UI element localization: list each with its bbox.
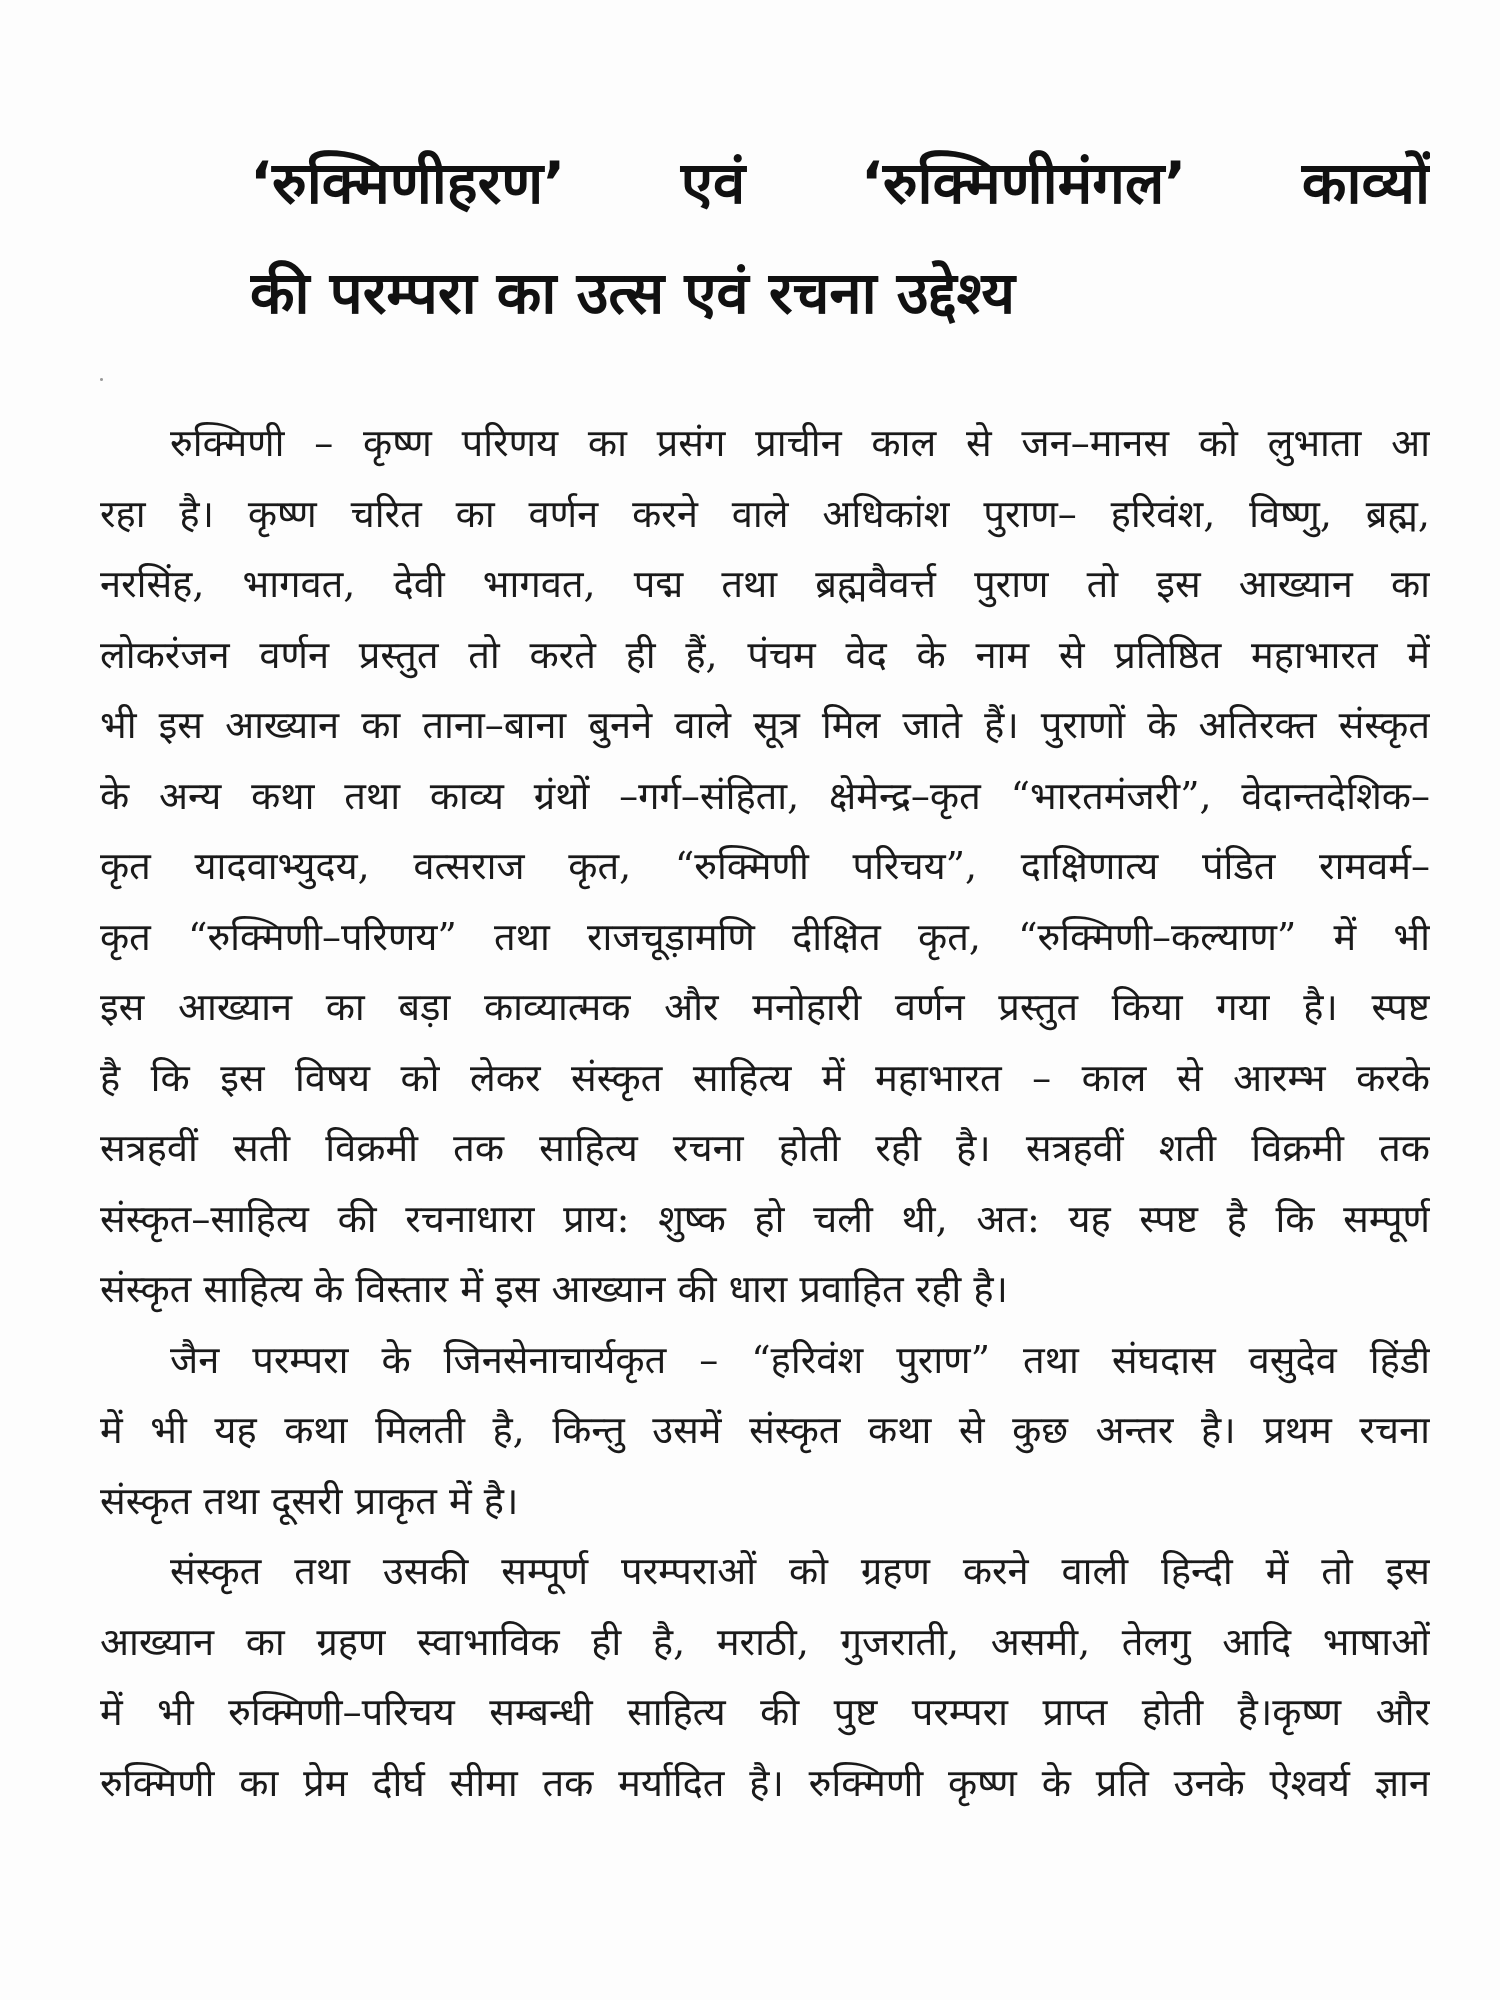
paragraph-1-line: के अन्य कथा तथा काव्य ग्रंथों –गर्ग–संहिता, क्षेमेन्द्र–कृत “भारतमंजरी”, वेदान्तदेशिक– bbox=[100, 773, 1430, 818]
paragraph-3-line: रुक्मिणी का प्रेम दीर्घ सीमा तक मर्यादित है। रुक्मिणी कृष्ण के प्रति उनके ऐश्वर्य ज्ञान bbox=[100, 1760, 1430, 1805]
paragraph-1-line: भी इस आख्यान का ताना–बाना बुनने वाले सूत्र मिल जाते हैं। पुराणों के अतिरक्त संस्कृत bbox=[100, 703, 1430, 747]
chapter-title-line-1: ‘रुक्मिणीहरण’ एवं ‘रुक्मिणीमंगल’ काव्यों bbox=[250, 149, 1430, 217]
chapter-title-line-2: की परम्परा का उत्स एवं रचना उद्देश्य bbox=[250, 259, 1015, 327]
paragraph-1-line: संस्कृत साहित्य के विस्तार में इस आख्यान की धारा प्रवाहित रही है। bbox=[100, 1267, 1008, 1311]
scan-speck bbox=[100, 378, 103, 381]
paragraph-1-line: इस आख्यान का बड़ा काव्यात्मक और मनोहारी वर्णन प्रस्तुत किया गया है। स्पष्ट bbox=[100, 985, 1430, 1029]
paragraph-1-line: रुक्मिणी – कृष्ण परिणय का प्रसंग प्राचीन काल से जन–मानस को लुभाता आ bbox=[170, 421, 1430, 465]
paragraph-1-line: कृत यादवाभ्युदय, वत्सराज कृत, “रुक्मिणी परिचय”, दाक्षिणात्य पंडित रामवर्म– bbox=[100, 844, 1430, 888]
paragraph-1-line: कृत “रुक्मिणी–परिणय” तथा राजचूड़ामणि दीक्षित कृत, “रुक्मिणी–कल्याण” में भी bbox=[100, 914, 1430, 959]
paragraph-2-line: जैन परम्परा के जिनसेनाचार्यकृत – “हरिवंश पुराण” तथा संघदास वसुदेव हिंडी bbox=[170, 1337, 1430, 1382]
paragraph-1-line: संस्कृत–साहित्य की रचनाधारा प्राय: शुष्क हो चली थी, अत: यह स्पष्ट है कि सम्पूर्ण bbox=[100, 1196, 1430, 1241]
paragraph-3-line: आख्यान का ग्रहण स्वाभाविक ही है, मराठी, गुजराती, असमी, तेलगु आदि भाषाओं bbox=[100, 1619, 1430, 1664]
chapter-title bbox=[250, 128, 1430, 348]
paragraph-1-line: है कि इस विषय को लेकर संस्कृत साहित्य में महाभारत – काल से आरम्भ करके bbox=[100, 1055, 1430, 1100]
paragraph-1-line: लोकरंजन वर्णन प्रस्तुत तो करते ही हैं, पंचम वेद के नाम से प्रतिष्ठित महाभारत में bbox=[100, 632, 1430, 677]
paragraph-2-line: संस्कृत तथा दूसरी प्राकृत में है। bbox=[100, 1478, 519, 1523]
paragraph-1-line: नरसिंह, भागवत, देवी भागवत, पद्म तथा ब्रह्मवैवर्त्त पुराण तो इस आख्यान का bbox=[100, 562, 1430, 606]
paragraph-3-line: संस्कृत तथा उसकी सम्पूर्ण परम्पराओं को ग्रहण करने वाली हिन्दी में तो इस bbox=[170, 1549, 1430, 1593]
paragraph-2-line: में भी यह कथा मिलती है, किन्तु उसमें संस्कृत कथा से कुछ अन्तर है। प्रथम रचना bbox=[100, 1408, 1430, 1452]
paragraph-1-line: सत्रहवीं सती विक्रमी तक साहित्य रचना होती रही है। सत्रहवीं शती विक्रमी तक bbox=[100, 1126, 1430, 1170]
body-text bbox=[100, 408, 1430, 1818]
paragraph-1-line: रहा है। कृष्ण चरित का वर्णन करने वाले अधिकांश पुराण– हरिवंश, विष्णु, ब्रह्म, bbox=[100, 491, 1430, 536]
paragraph-3-line: में भी रुक्मिणी–परिचय सम्बन्धी साहित्य की पुष्ट परम्परा प्राप्त होती है।कृष्ण और bbox=[100, 1690, 1430, 1734]
